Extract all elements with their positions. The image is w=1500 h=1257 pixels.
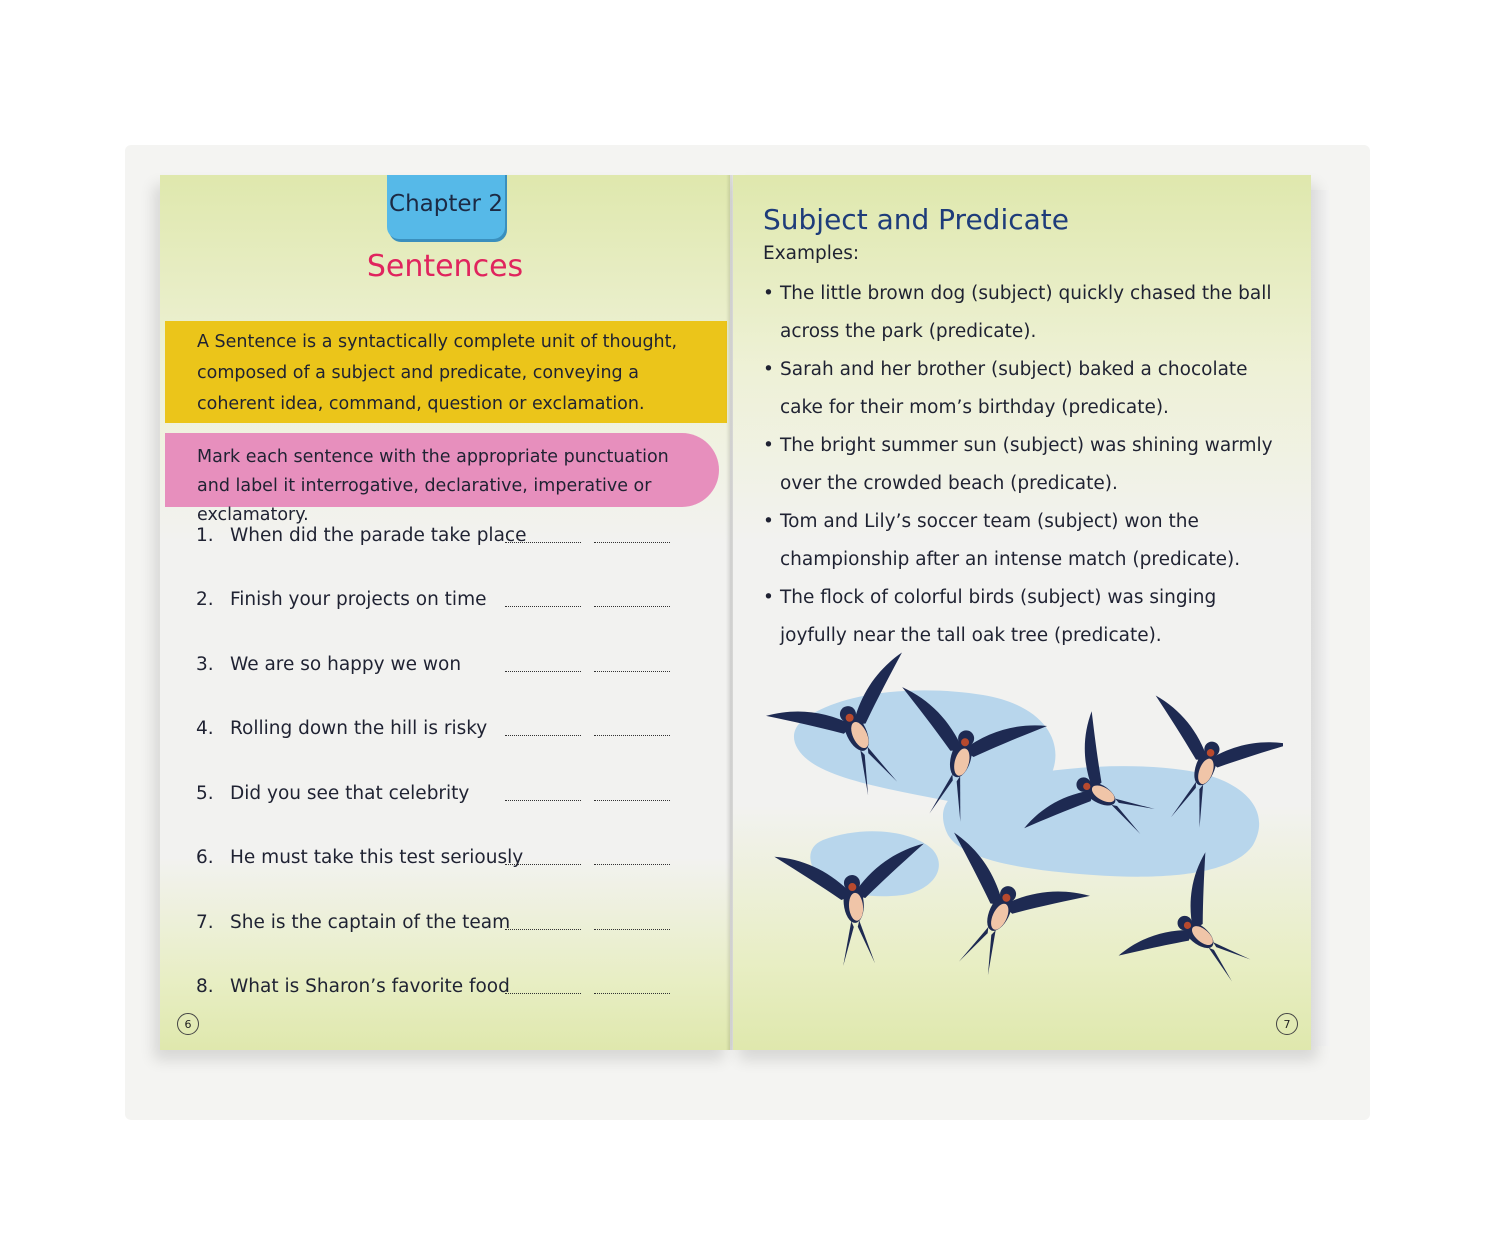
section-title: Subject and Predicate xyxy=(763,203,1069,236)
punctuation-blank[interactable] xyxy=(505,864,581,865)
example-item: • Sarah and her brother (subject) baked a chocolate cake for their mom’s birthday (predicate). xyxy=(763,351,1283,427)
question-number: 4. xyxy=(196,717,214,739)
page-number-left: 6 xyxy=(177,1013,199,1035)
chapter-title: Sentences xyxy=(366,249,524,284)
question-item xyxy=(196,584,706,614)
question-number: 2. xyxy=(196,588,214,610)
label-blank[interactable] xyxy=(594,671,670,672)
question-text: He must take this test seriously xyxy=(230,846,524,868)
question-number: 3. xyxy=(196,653,214,675)
label-blank[interactable] xyxy=(594,800,670,801)
question-number: 5. xyxy=(196,782,214,804)
example-item: • Tom and Lily’s soccer team (subject) won the championship after an intense match (predicate). xyxy=(763,503,1283,579)
question-text: Rolling down the hill is risky xyxy=(230,717,488,739)
question-text: She is the captain of the team xyxy=(230,911,511,933)
question-item xyxy=(196,713,706,743)
question-item xyxy=(196,971,706,1001)
question-text: Did you see that celebrity xyxy=(230,782,470,804)
punctuation-blank[interactable] xyxy=(505,929,581,930)
page-edge xyxy=(1311,190,1329,1046)
example-item: • The little brown dog (subject) quickly chased the ball across the park (predicate). xyxy=(763,275,1283,351)
punctuation-blank[interactable] xyxy=(505,735,581,736)
right-page xyxy=(733,175,1311,1050)
punctuation-blank[interactable] xyxy=(505,606,581,607)
example-item: • The bright summer sun (subject) was shining warmly over the crowded beach (predicate). xyxy=(763,427,1283,503)
label-blank[interactable] xyxy=(594,993,670,994)
swallows-illustration xyxy=(763,650,1283,1010)
chapter-tab: Chapter 2 xyxy=(387,175,505,239)
question-item xyxy=(196,649,706,679)
definition-box: A Sentence is a syntactically complete unit of thought, composed of a subject and predicate, conveying a coherent idea, command, question or exclamation. xyxy=(165,321,727,423)
question-text: Finish your projects on time xyxy=(230,588,487,610)
label-blank[interactable] xyxy=(594,542,670,543)
question-number: 8. xyxy=(196,975,214,997)
example-item: • The flock of colorful birds (subject) was singing joyfully near the tall oak tree (predicate). xyxy=(763,579,1283,655)
left-page xyxy=(160,175,730,1050)
question-item xyxy=(196,842,706,872)
punctuation-blank[interactable] xyxy=(505,542,581,543)
question-text: When did the parade take place xyxy=(230,524,527,546)
label-blank[interactable] xyxy=(594,929,670,930)
page-number-right: 7 xyxy=(1276,1013,1298,1035)
question-text: What is Sharon’s favorite food xyxy=(230,975,510,997)
question-number: 7. xyxy=(196,911,214,933)
label-blank[interactable] xyxy=(594,735,670,736)
question-item xyxy=(196,520,706,550)
question-text: We are so happy we won xyxy=(230,653,462,675)
question-number: 6. xyxy=(196,846,214,868)
label-blank[interactable] xyxy=(594,864,670,865)
question-item xyxy=(196,778,706,808)
question-item xyxy=(196,907,706,937)
question-number: 1. xyxy=(196,524,214,546)
label-blank[interactable] xyxy=(594,606,670,607)
punctuation-blank[interactable] xyxy=(505,671,581,672)
task-instructions: Mark each sentence with the appropriate punctuation and label it interrogative, declarative, imperative or exclamatory. xyxy=(165,433,719,507)
examples-list xyxy=(763,275,1283,655)
punctuation-blank[interactable] xyxy=(505,800,581,801)
examples-label: Examples: xyxy=(763,243,860,264)
punctuation-blank[interactable] xyxy=(505,993,581,994)
